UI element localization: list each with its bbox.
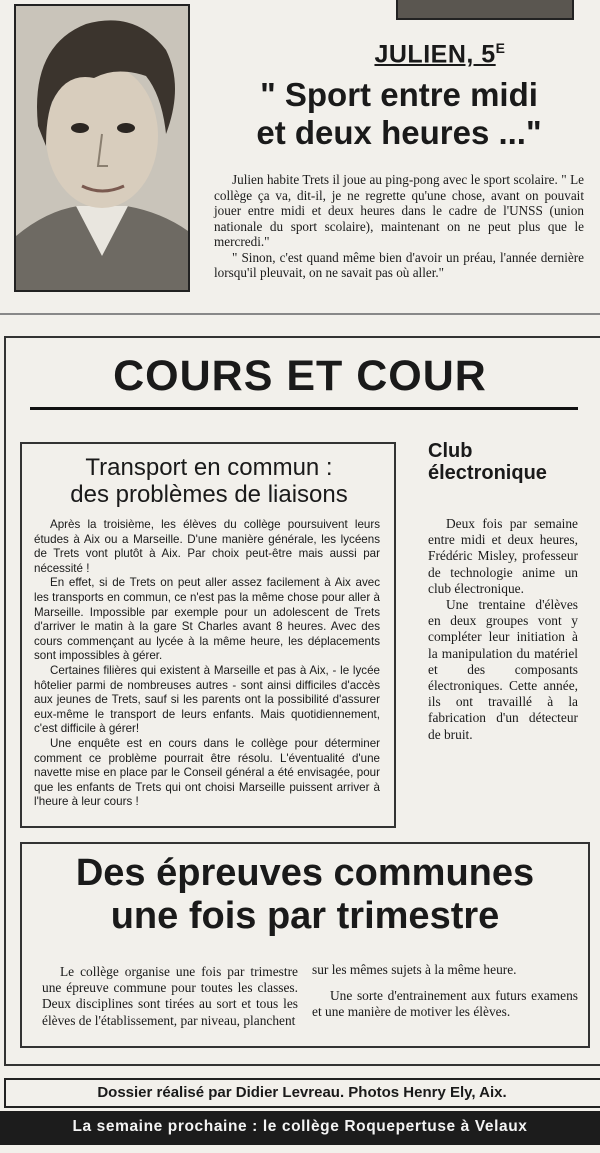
transport-title-line-1: Transport en commun :	[85, 454, 333, 481]
transport-paragraph-1: Après la troisième, les élèves du collège poursuivent leurs études à Aix ou a Marseille. D'une manière générale, les lycéens de Trets vont plutôt à Aix. Par choix peut-être mais aussi par nécessité !	[34, 518, 380, 575]
julien-paragraph-1: Julien habite Trets il joue au ping-pong avec le sport scolaire. " Le collège ça va, dit-il, je ne regrette qu'une chose, avant on pouvait jouer entre midi et deux heures dans le cadre de l'UNSS (union nationale du sport scolaire), maintenant on ne peut plus que le mercredi."	[214, 172, 584, 249]
julien-quote	[208, 76, 590, 152]
julien-name: JULIEN, 5	[374, 40, 496, 69]
epreuves-column-1	[42, 964, 298, 1029]
transport-title-line-2: des problèmes de liaisons	[70, 481, 348, 508]
inset-photo	[396, 0, 574, 20]
portrait-illustration	[16, 6, 188, 290]
club-paragraph-2: Une trentaine d'élèves en deux groupes vont y compléter leur initiation à la manipulation du matériel et des composants électroniques. Cette année, ils ont travaillé à la fabrication d'un détecteur de bruit.	[428, 597, 578, 742]
transport-paragraph-3: Certaines filières qui existent à Marseille et pas à Aix, - le lycée hôtelier parmi de nombreuses autres - sont ainsi difficiles d'accès aux jeunes de Trets, sauf si les parents ont la possibilité d'assurer eux-même le transport de leurs enfants. Mais quotidiennement, c'est difficile à gérer!	[34, 663, 380, 736]
transport-paragraph-2: En effet, si de Trets on peut aller assez facilement à Aix avec les transports en commun, ce n'est pas la même chose pour aller à Marseille. Impossible par exemple pour un adolescent de Trets d'arriver le matin à la gare St Charles avant 8 heures. Avec des cours commençant au lycée à la même heure, les déplacements sont impossibles à gérer.	[34, 576, 380, 663]
epreuves-title-line-2: une fois par trimestre	[110, 895, 500, 937]
section-divider	[0, 313, 600, 315]
julien-photo	[14, 4, 190, 292]
title-rule	[30, 407, 578, 410]
grade-superscript: E	[495, 40, 506, 56]
quote-line-1: " Sport entre midi	[260, 76, 538, 113]
club-title-line-1: Club	[428, 440, 473, 462]
club-title-line-2: électronique	[428, 462, 547, 484]
epreuves-column-2	[312, 962, 578, 1021]
club-title	[428, 440, 598, 484]
next-week-teaser: La semaine prochaine : le collège Roquepertuse à Velaux	[72, 1118, 528, 1135]
club-article	[428, 516, 578, 743]
transport-title	[24, 454, 394, 508]
transport-paragraph-4: Une enquête est en cours dans le collège pour déterminer comment ce problème pourrait être résolu. L'éventualité d'une navette mise en place par le Conseil général a été envisagée, pour que les enfants de Trets qui ont choisi Marseille puissent arriver à l'heure à leur cours !	[34, 736, 380, 809]
epreuves-title-line-1: Des épreuves communes	[75, 852, 535, 894]
epreuves-paragraph-3: Une sorte d'entrainement aux futurs examens et une manière de motiver les élèves.	[312, 988, 578, 1020]
julien-article	[214, 172, 584, 281]
credits-line: Dossier réalisé par Didier Levreau. Photos Henry Ely, Aix.	[97, 1084, 507, 1101]
club-paragraph-1: Deux fois par semaine entre midi et deux heures, Frédéric Misley, professeur de technologie anime un club électronique.	[428, 516, 578, 596]
epreuves-paragraph-2: sur les mêmes sujets à la même heure.	[312, 962, 517, 977]
transport-article	[34, 518, 380, 810]
quote-line-2: et deux heures ..."	[256, 114, 542, 151]
epreuves-title	[22, 852, 588, 938]
julien-paragraph-2: " Sinon, c'est quand même bien d'avoir un préau, l'année dernière lorsqu'il pleuvait, on ne savait pas où aller."	[214, 249, 584, 280]
julien-heading	[290, 40, 590, 69]
epreuves-paragraph-1: Le collège organise une fois par trimestre une épreuve commune pour toutes les classes. Deux disciplines sont tirées au sort et tous les élèves de l'établissement, par niveau, planchent	[42, 964, 298, 1028]
section-title: COURS ET COUR	[113, 352, 487, 400]
